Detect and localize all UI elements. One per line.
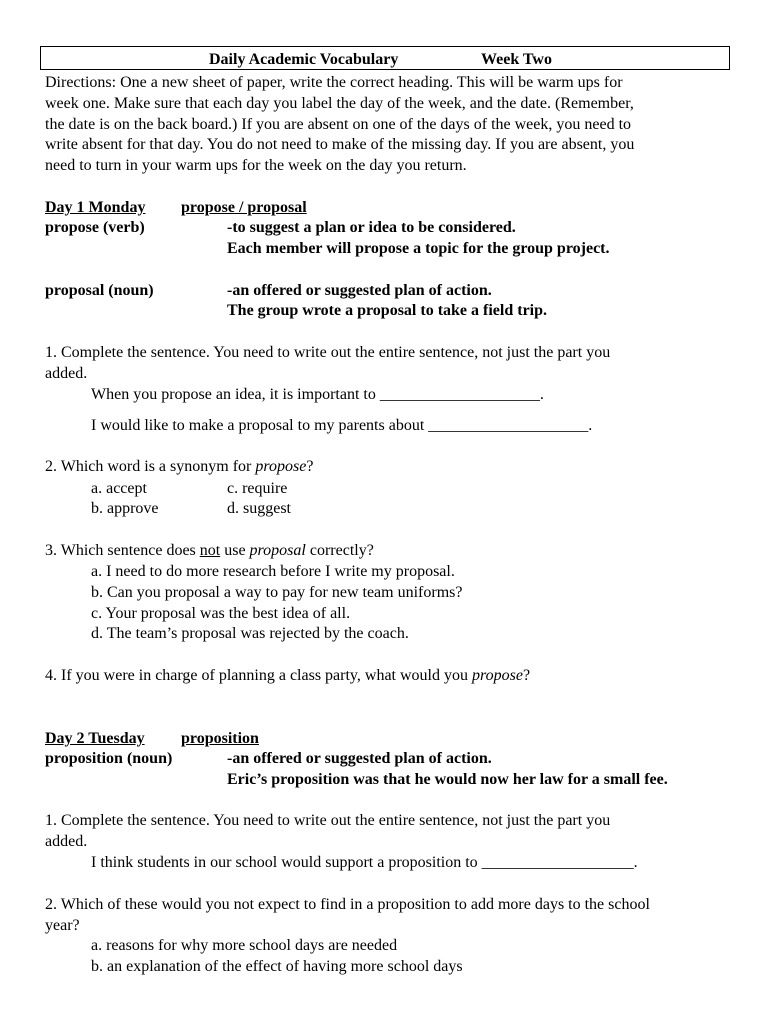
- week-label: Week Two: [481, 51, 552, 68]
- day1-q1-line: added.: [45, 365, 88, 382]
- day2-q1-sentence: I think students in our school would support a proposition to ___________________.: [91, 854, 638, 871]
- day1-words: propose / proposal: [181, 199, 307, 216]
- day1-q1-sentence: I would like to make a proposal to my parents about ____________________.: [91, 417, 593, 434]
- day2-label: Day 2 Tuesday: [45, 730, 145, 747]
- day1-q2-question: [45, 457, 313, 477]
- term-propose: propose (verb): [45, 219, 145, 236]
- definition-propose: -to suggest a plan or idea to be considered.: [227, 219, 516, 236]
- day2-q1-line: added.: [45, 833, 88, 850]
- day1-q4-question: [45, 666, 530, 686]
- day1-q1-sentence: When you propose an idea, it is important to ____________________.: [91, 386, 544, 403]
- directions-line: write absent for that day. You do not need to make of the missing day. If you are absent, you: [45, 136, 635, 153]
- question-word: propose: [472, 667, 523, 684]
- question-emphasis: not: [199, 542, 221, 559]
- directions-line: week one. Make sure that each day you label the day of the week, and the date. (Remember,: [45, 95, 634, 112]
- page-title: Daily Academic Vocabulary: [209, 51, 399, 68]
- example-proposal: The group wrote a proposal to take a field trip.: [227, 302, 548, 319]
- day1-label: Day 1 Monday: [45, 199, 146, 216]
- day2-words: proposition: [181, 730, 259, 747]
- day2-q1-line: 1. Complete the sentence. You need to write out the entire sentence, not just the part you: [45, 812, 611, 829]
- question-text: 4. If you were in charge of planning a class party, what would you: [45, 667, 472, 684]
- option-item: b. approve: [91, 500, 159, 517]
- option-item: a. reasons for why more school days are needed: [91, 937, 398, 954]
- option-item: c. Your proposal was the best idea of all.: [91, 605, 351, 622]
- directions-line: need to turn in your warm ups for the week on the day you return.: [45, 157, 467, 174]
- question-word: propose: [255, 458, 307, 475]
- example-propose: Each member will propose a topic for the group project.: [227, 240, 610, 257]
- option-item: a. I need to do more research before I write my proposal.: [91, 563, 455, 580]
- term-proposition: proposition (noun): [45, 750, 173, 767]
- day2-q2-line: year?: [45, 917, 80, 934]
- question-text: 3. Which sentence does: [45, 542, 200, 559]
- option-item: a. accept: [91, 480, 147, 497]
- day1-q3-question: [45, 541, 374, 561]
- directions-line: the date is on the back board.) If you are absent on one of the days of the week, you need to: [45, 116, 632, 133]
- option-item: c. require: [227, 480, 288, 497]
- example-proposition: Eric’s proposition was that he would now her law for a small fee.: [227, 771, 668, 788]
- definition-proposal: -an offered or suggested plan of action.: [227, 282, 492, 299]
- definition-proposition: -an offered or suggested plan of action.: [227, 750, 492, 767]
- term-proposal: proposal (noun): [45, 282, 154, 299]
- question-text: ?: [522, 667, 531, 684]
- day2-q2-line: 2. Which of these would you not expect to find in a proposition to add more days to the school: [45, 896, 650, 913]
- option-item: d. suggest: [227, 500, 291, 517]
- day1-q1-line: 1. Complete the sentence. You need to write out the entire sentence, not just the part you: [45, 344, 611, 361]
- directions-line: Directions: One a new sheet of paper, write the correct heading. This will be warm ups for: [45, 74, 623, 91]
- option-item: d. The team’s proposal was rejected by the coach.: [91, 625, 409, 642]
- option-item: b. an explanation of the effect of having more school days: [91, 958, 463, 975]
- question-word: proposal: [249, 542, 306, 559]
- option-item: b. Can you proposal a way to pay for new team uniforms?: [91, 584, 463, 601]
- question-text: ?: [306, 458, 314, 475]
- question-text: 2. Which word is a synonym for: [45, 458, 256, 475]
- question-text: use: [220, 542, 250, 559]
- question-text: correctly?: [305, 542, 374, 559]
